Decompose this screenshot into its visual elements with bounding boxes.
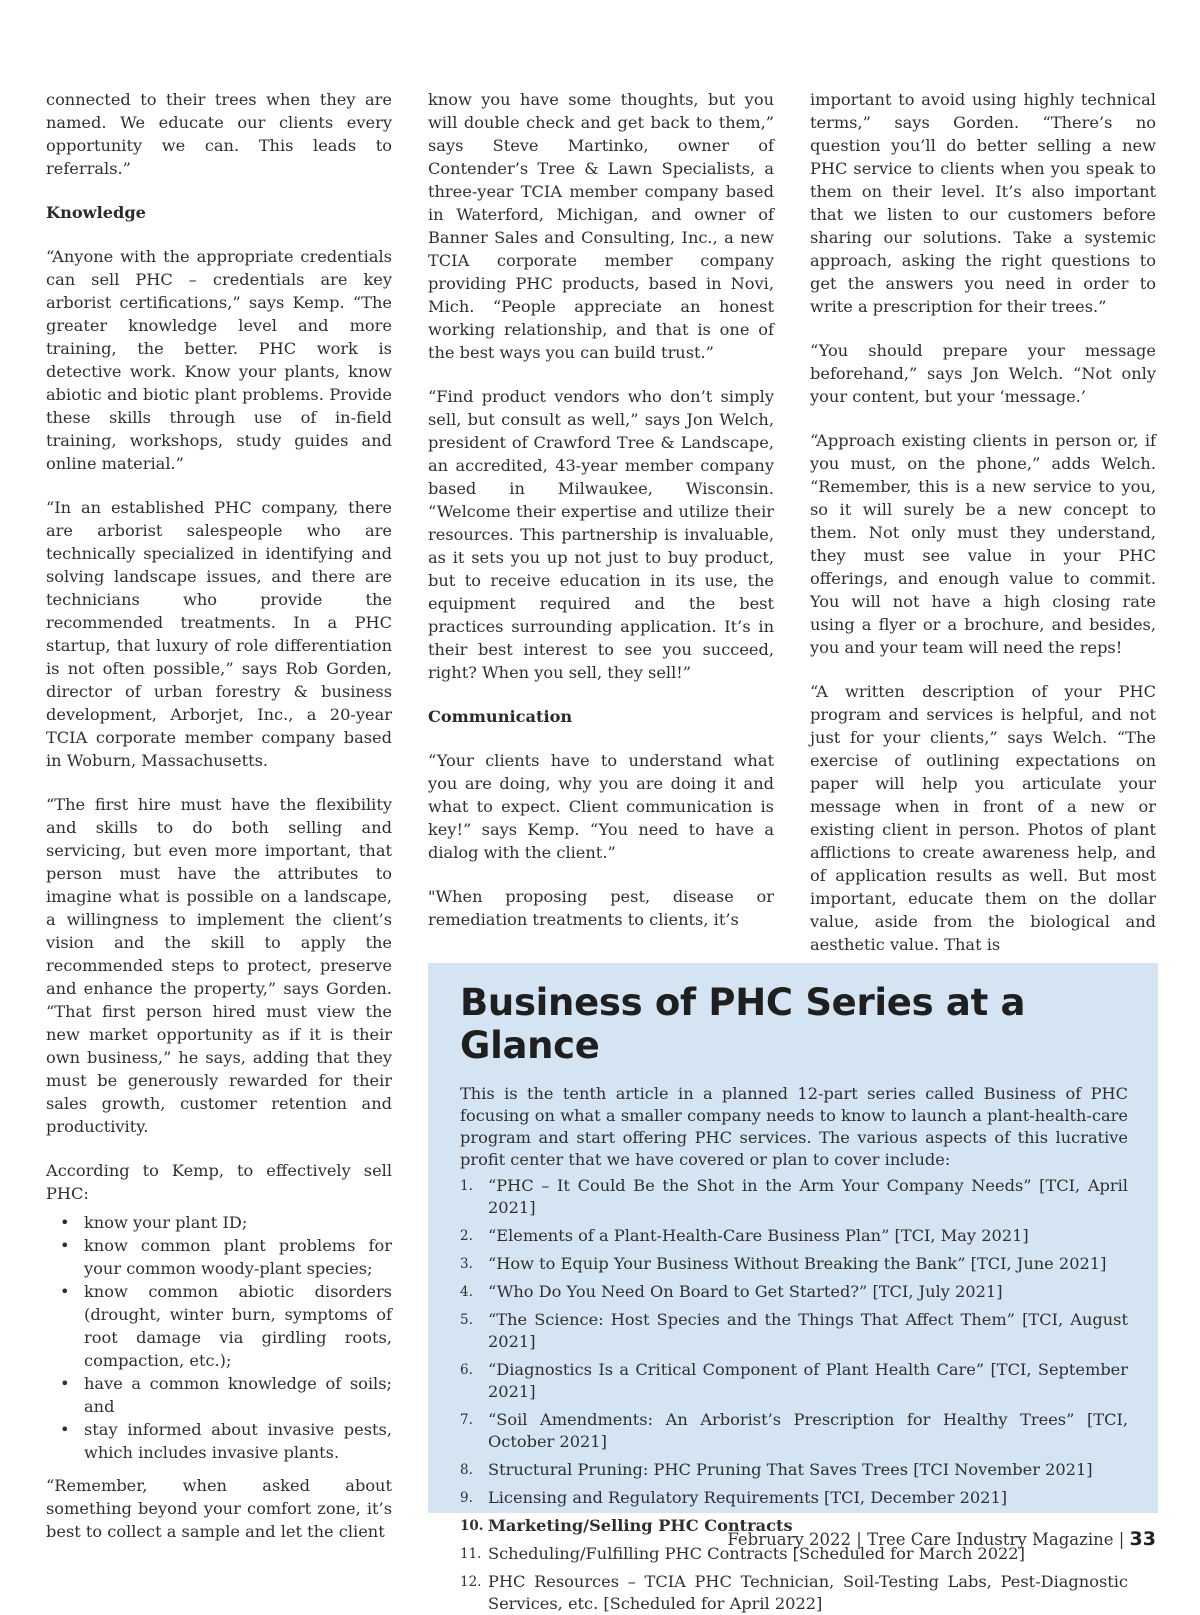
item-number: 9. <box>460 1490 473 1506</box>
bullet-list <box>46 1211 392 1464</box>
series-item <box>460 1359 1128 1403</box>
section-heading-knowledge: Knowledge <box>46 203 146 222</box>
item-text: “Who Do You Need On Board to Get Started?” [TCI, July 2021] <box>488 1282 1003 1301</box>
list-item: • have a common knowledge of soils; and <box>60 1372 392 1418</box>
item-text: PHC Resources – TCIA PHC Technician, Soil-Testing Labs, Pest-Diagnostic Services, etc. [Scheduled for April 2022] <box>488 1572 1128 1613</box>
paragraph: important to avoid using highly technical terms,” says Gorden. “There’s no question you’ll do better selling a new PHC service to clients when you speak to them on their level. It’s also important that we listen to our customers before sharing our solutions. Take a systemic approach, asking the right questions to get the answers you need in order to write a prescription for their trees.” <box>810 90 1156 316</box>
paragraph: “You should prepare your message beforehand,” says Jon Welch. “Not only your content, but your ‘message.’ <box>810 341 1156 406</box>
article-column-2 <box>428 88 774 952</box>
series-item <box>460 1175 1128 1219</box>
item-text: Structural Pruning: PHC Pruning That Saves Trees [TCI November 2021] <box>488 1460 1093 1479</box>
page-footer <box>727 1528 1156 1550</box>
item-text: “Soil Amendments: An Arborist’s Prescription for Healthy Trees” [TCI, October 2021] <box>488 1410 1128 1451</box>
item-number: 12. <box>460 1574 482 1590</box>
item-text: “The Science: Host Species and the Things That Affect Them” [TCI, August 2021] <box>488 1310 1128 1351</box>
series-item <box>460 1309 1128 1353</box>
list-item: • know your plant ID; <box>60 1211 392 1234</box>
item-number: 6. <box>460 1362 473 1378</box>
item-text: “How to Equip Your Business Without Breaking the Bank” [TCI, June 2021] <box>488 1254 1107 1273</box>
series-item <box>460 1281 1128 1303</box>
paragraph: According to Kemp, to effectively sell PHC: <box>46 1161 392 1203</box>
item-number: 7. <box>460 1412 473 1428</box>
series-item <box>460 1459 1128 1481</box>
paragraph: “Remember, when asked about something beyond your comfort zone, it’s best to collect a sample and let the client <box>46 1476 392 1541</box>
series-item <box>460 1571 1128 1615</box>
item-number: 11. <box>460 1546 482 1562</box>
footer-issue: February 2022 | Tree Care Industry Magazine | <box>727 1530 1125 1549</box>
sidebar-title: Business of PHC Series at a Glance <box>460 981 1026 1067</box>
item-number: 5. <box>460 1312 473 1328</box>
item-text: Scheduling/Fulfilling PHC Contracts [Scheduled for March 2022] <box>488 1544 1025 1563</box>
series-item <box>460 1409 1128 1453</box>
item-text: Marketing/Selling PHC Contracts <box>488 1516 793 1535</box>
section-heading-communication: Communication <box>428 707 573 726</box>
item-number: 3. <box>460 1256 473 1272</box>
paragraph: “Find product vendors who don’t simply sell, but consult as well,” says Jon Welch, president of Crawford Tree & Landscape, an accredited, 43-year member company based in Milwaukee, Wisconsin. “Welcome their expertise and utilize their resources. This partnership is invaluable, as it sets you up not just to buy product, but to receive education in its use, the equipment required and the best practices surrounding application. It’s in their best interest to see you succeed, right? When you sell, they sell!” <box>428 387 774 682</box>
paragraph: “The first hire must have the flexibility and skills to do both selling and servicing, but even more important, that person must have the attributes to imagine what is possible on a landscape, a willingness to implement the client’s vision and the skill to apply the recommended steps to protect, preserve and enhance the property,” says Gorden. “That first person hired must view the new market opportunity as if it is their own business,” he says, adding that they must be generously rewarded for their sales growth, customer retention and productivity. <box>46 795 392 1136</box>
list-item: • know common plant problems for your common woody-plant species; <box>60 1234 392 1280</box>
series-item <box>460 1487 1128 1509</box>
paragraph: “A written description of your PHC program and services is helpful, and not just for your clients,” says Welch. “The exercise of outlining expectations on paper will help you articulate your message when in front of a new or existing client in person. Photos of plant afflictions to create awareness help, and of application results as well. But most important, educate them on the dollar value, aside from the biological and aesthetic value. That is <box>810 682 1156 954</box>
sidebar-intro: This is the tenth article in a planned 12-part series called Business of PHC focusing on what a smaller company needs to know to launch a plant-health-care program and start offering PHC services. The various aspects of this lucrative profit center that we have covered or plan to cover include: <box>460 1084 1128 1169</box>
paragraph: “Your clients have to understand what you are doing, why you are doing it and what to expect. Client communication is key!” says Kemp. “You need to have a dialog with the client.” <box>428 751 774 862</box>
item-text: “PHC – It Could Be the Shot in the Arm Your Company Needs” [TCI, April 2021] <box>488 1176 1128 1217</box>
list-item: • know common abiotic disorders (drought, winter burn, symptoms of root damage via girdling roots, compaction, etc.); <box>60 1280 392 1372</box>
item-text: “Elements of a Plant-Health-Care Business Plan” [TCI, May 2021] <box>488 1226 1029 1245</box>
article-column-3 <box>810 88 1156 977</box>
paragraph: “In an established PHC company, there are arborist salespeople who are technically specialized in identifying and solving landscape issues, and there are technicians who provide the recommended treatments. In a PHC startup, that luxury of role differentiation is not often possible,” says Rob Gorden, director of urban forestry & business development, Arborjet, Inc., a 20-year TCIA corporate member company based in Woburn, Massachusetts. <box>46 498 392 770</box>
item-text: “Diagnostics Is a Critical Component of Plant Health Care” [TCI, September 2021] <box>488 1360 1128 1401</box>
paragraph: connected to their trees when they are named. We educate our clients every opportunity we can. This leads to referrals.” <box>46 90 392 178</box>
item-number: 10. <box>460 1518 484 1534</box>
paragraph: "When proposing pest, disease or remediation treatments to clients, it’s <box>428 887 774 929</box>
series-item <box>460 1253 1128 1275</box>
series-item <box>460 1225 1128 1247</box>
paragraph: know you have some thoughts, but you will double check and get back to them,” says Steve Martinko, owner of Contender’s Tree & Lawn Specialists, a three-year TCIA member company based in Waterford, Michigan, and owner of Banner Sales and Consulting, Inc., a new TCIA corporate member company providing PHC products, based in Novi, Mich. “People appreciate an honest working relationship, and that is one of the best ways you can build trust.” <box>428 90 774 362</box>
paragraph: “Approach existing clients in person or, if you must, on the phone,” adds Welch. “Remember, this is a new service to you, so it will surely be a new concept to them. Not only must they understand, they must see value in your PHC offerings, and enough value to commit. You will not have a high closing rate using a flyer or a brochure, and besides, you and your team will need the reps! <box>810 431 1156 657</box>
item-number: 2. <box>460 1228 473 1244</box>
page-number: 33 <box>1129 1528 1156 1550</box>
article-column-1 <box>46 88 392 1564</box>
item-text: Licensing and Regulatory Requirements [TCI, December 2021] <box>488 1488 1008 1507</box>
list-item: • stay informed about invasive pests, which includes invasive plants. <box>60 1418 392 1464</box>
paragraph: “Anyone with the appropriate credentials can sell PHC – credentials are key arborist certifications,” says Kemp. “The greater knowledge level and more training, the better. PHC work is detective work. Know your plants, know abiotic and biotic plant problems. Provide these skills through use of in-field training, workshops, study guides and online material.” <box>46 247 392 473</box>
item-number: 4. <box>460 1284 473 1300</box>
item-number: 8. <box>460 1462 473 1478</box>
item-number: 1. <box>460 1178 473 1194</box>
